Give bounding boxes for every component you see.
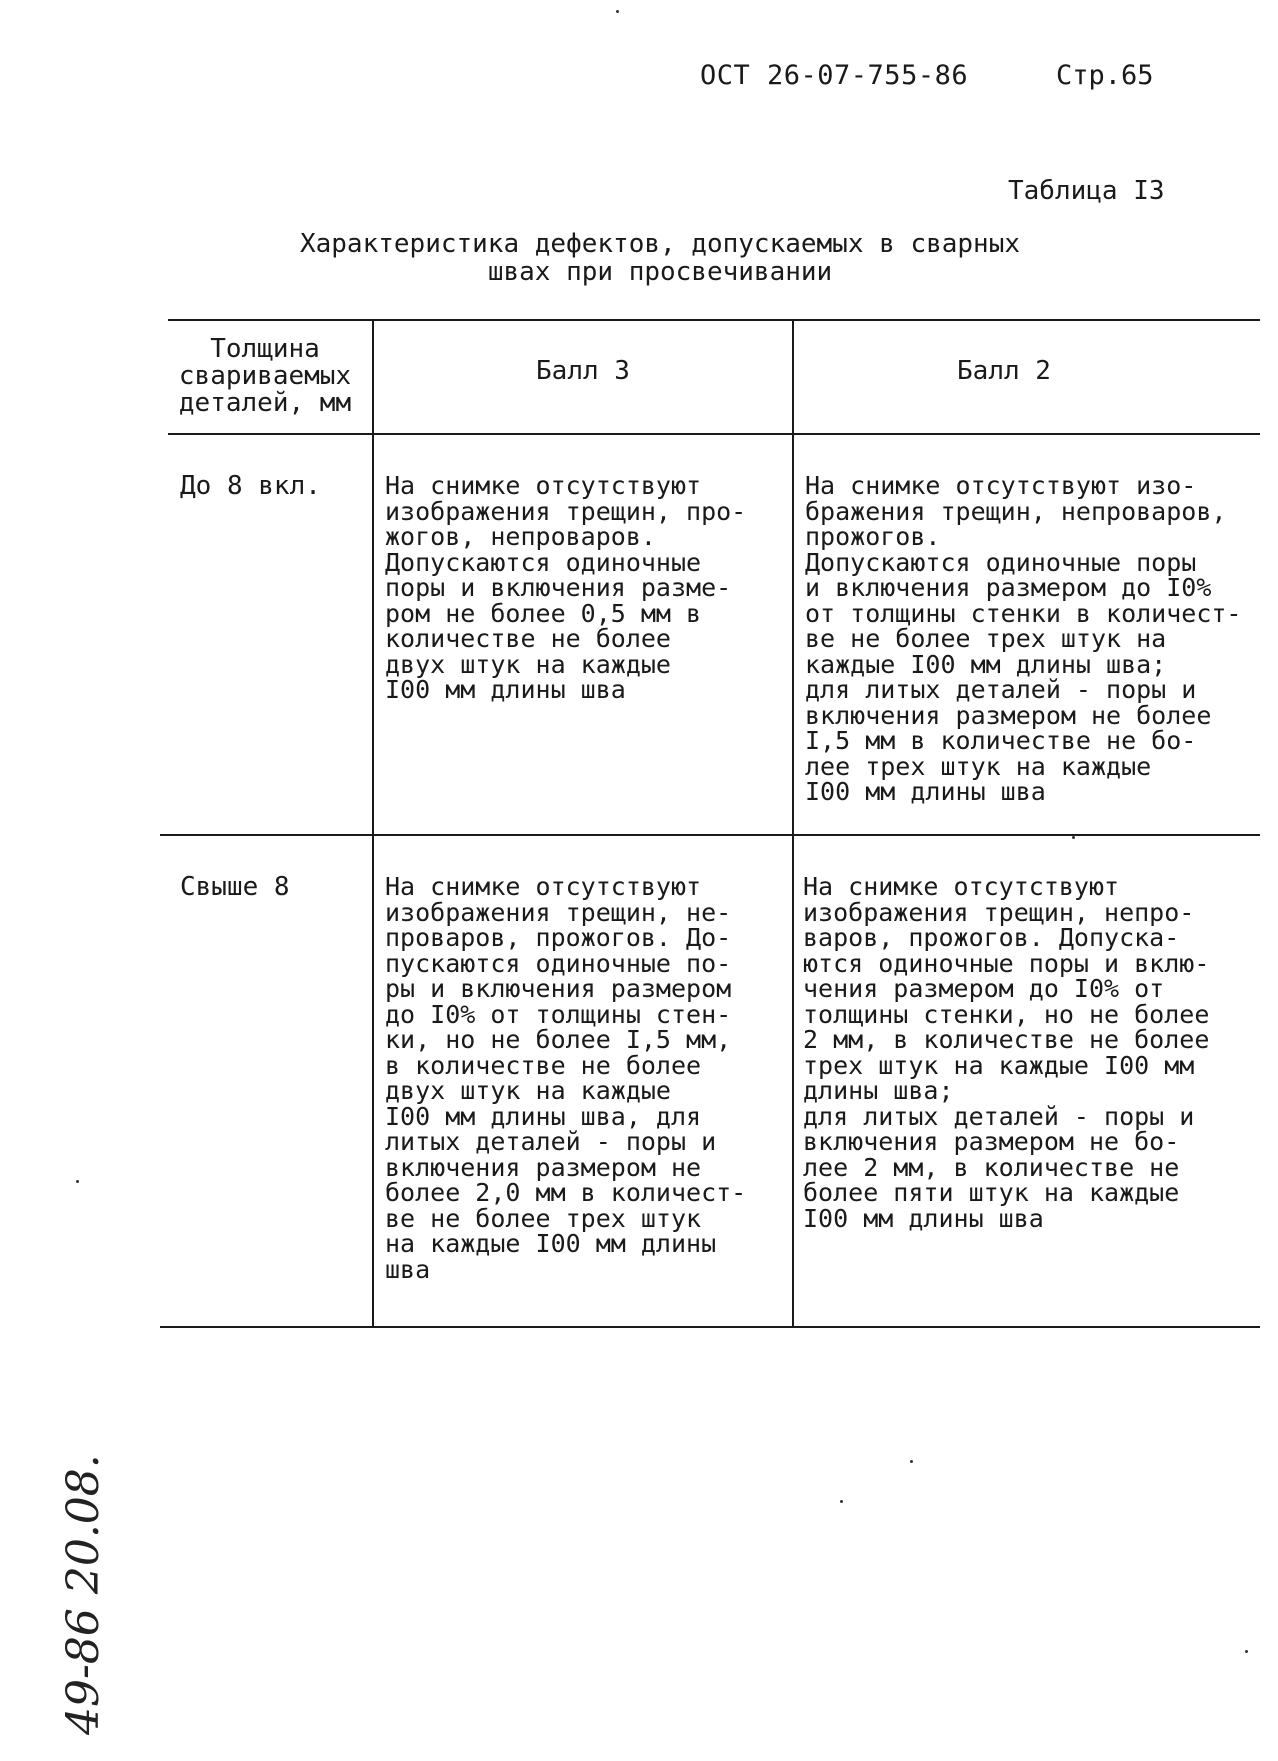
- column-header-grade-3: Балл 3: [536, 356, 630, 386]
- column-divider-2: [792, 319, 794, 1327]
- row-1-grade-2: На снимке отсутствуют изо- бражения трещин, непроваров, прожогов. Допускаются одиночные поры и включения размером до I0% от толщины стенки в количест- ве не более трех штук на каждые I00 мм длины шва; для литых деталей - поры и включения размером не более I,5 мм в количестве не бо- лее трех штук на каждые I00 мм длины шва: [805, 471, 1242, 806]
- table-top-rule: [168, 319, 1260, 321]
- handwritten-margin-note: 49-86 20.08.: [58, 1454, 109, 1735]
- column-header-grade-2: Балл 2: [957, 356, 1051, 386]
- table-bottom-rule: [160, 1326, 1260, 1328]
- table-caption: Характеристика дефектов, допускаемых в сварных швах при просвечивании: [299, 229, 1021, 287]
- row-divider-rule: [160, 834, 1260, 836]
- row-2-grade-3: На снимке отсутствуют изображения трещин, не- проваров, прожогов. До- пускаются одиночные по- ры и включения размером до I0% от толщины стен- ки, но не более I,5 мм, в количестве не более двух штук на каждые I00 мм длины шва, для литых деталей - поры и включения размером не более 2,0 мм в количест- ве не более трех штук на каждые I00 мм длины шва: [385, 872, 747, 1284]
- scan-speck: [840, 1500, 843, 1503]
- table-label: Таблица I3: [1008, 176, 1165, 206]
- scan-speck: [910, 1460, 913, 1463]
- page-number: Стр.65: [1056, 60, 1154, 91]
- row-1-thickness: До 8 вкл.: [180, 471, 321, 501]
- row-2-thickness: Свыше 8: [180, 872, 290, 902]
- header-bottom-rule: [168, 433, 1260, 435]
- scan-speck: [1245, 1650, 1248, 1653]
- row-1-grade-3: На снимке отсутствуют изображения трещин, про- жогов, непроваров. Допускаются одиночные поры и включения разме- ром не более 0,5 мм в количестве не более двух штук на каждые I00 мм длины шва: [385, 471, 747, 704]
- row-2-grade-2: На снимке отсутствуют изображения трещин, непро- варов, прожогов. Допуска- ются одиночные поры и вклю- чения размером до I0% от толщины стенки, но не более 2 мм, в количестве не более трех штук на каждые I00 мм длины шва; для литых деталей - поры и включения размером не бо- лее 2 мм, в количестве не более пяти штук на каждые I00 мм длины шва: [803, 872, 1210, 1233]
- column-divider-1: [372, 319, 374, 1327]
- column-header-thickness: Толщина свариваемых деталей, мм: [178, 334, 352, 418]
- scan-speck: [616, 10, 619, 13]
- document-code: ОСТ 26-07-755-86: [700, 60, 969, 91]
- scan-speck: [76, 1180, 79, 1183]
- scan-speck: [1072, 836, 1075, 839]
